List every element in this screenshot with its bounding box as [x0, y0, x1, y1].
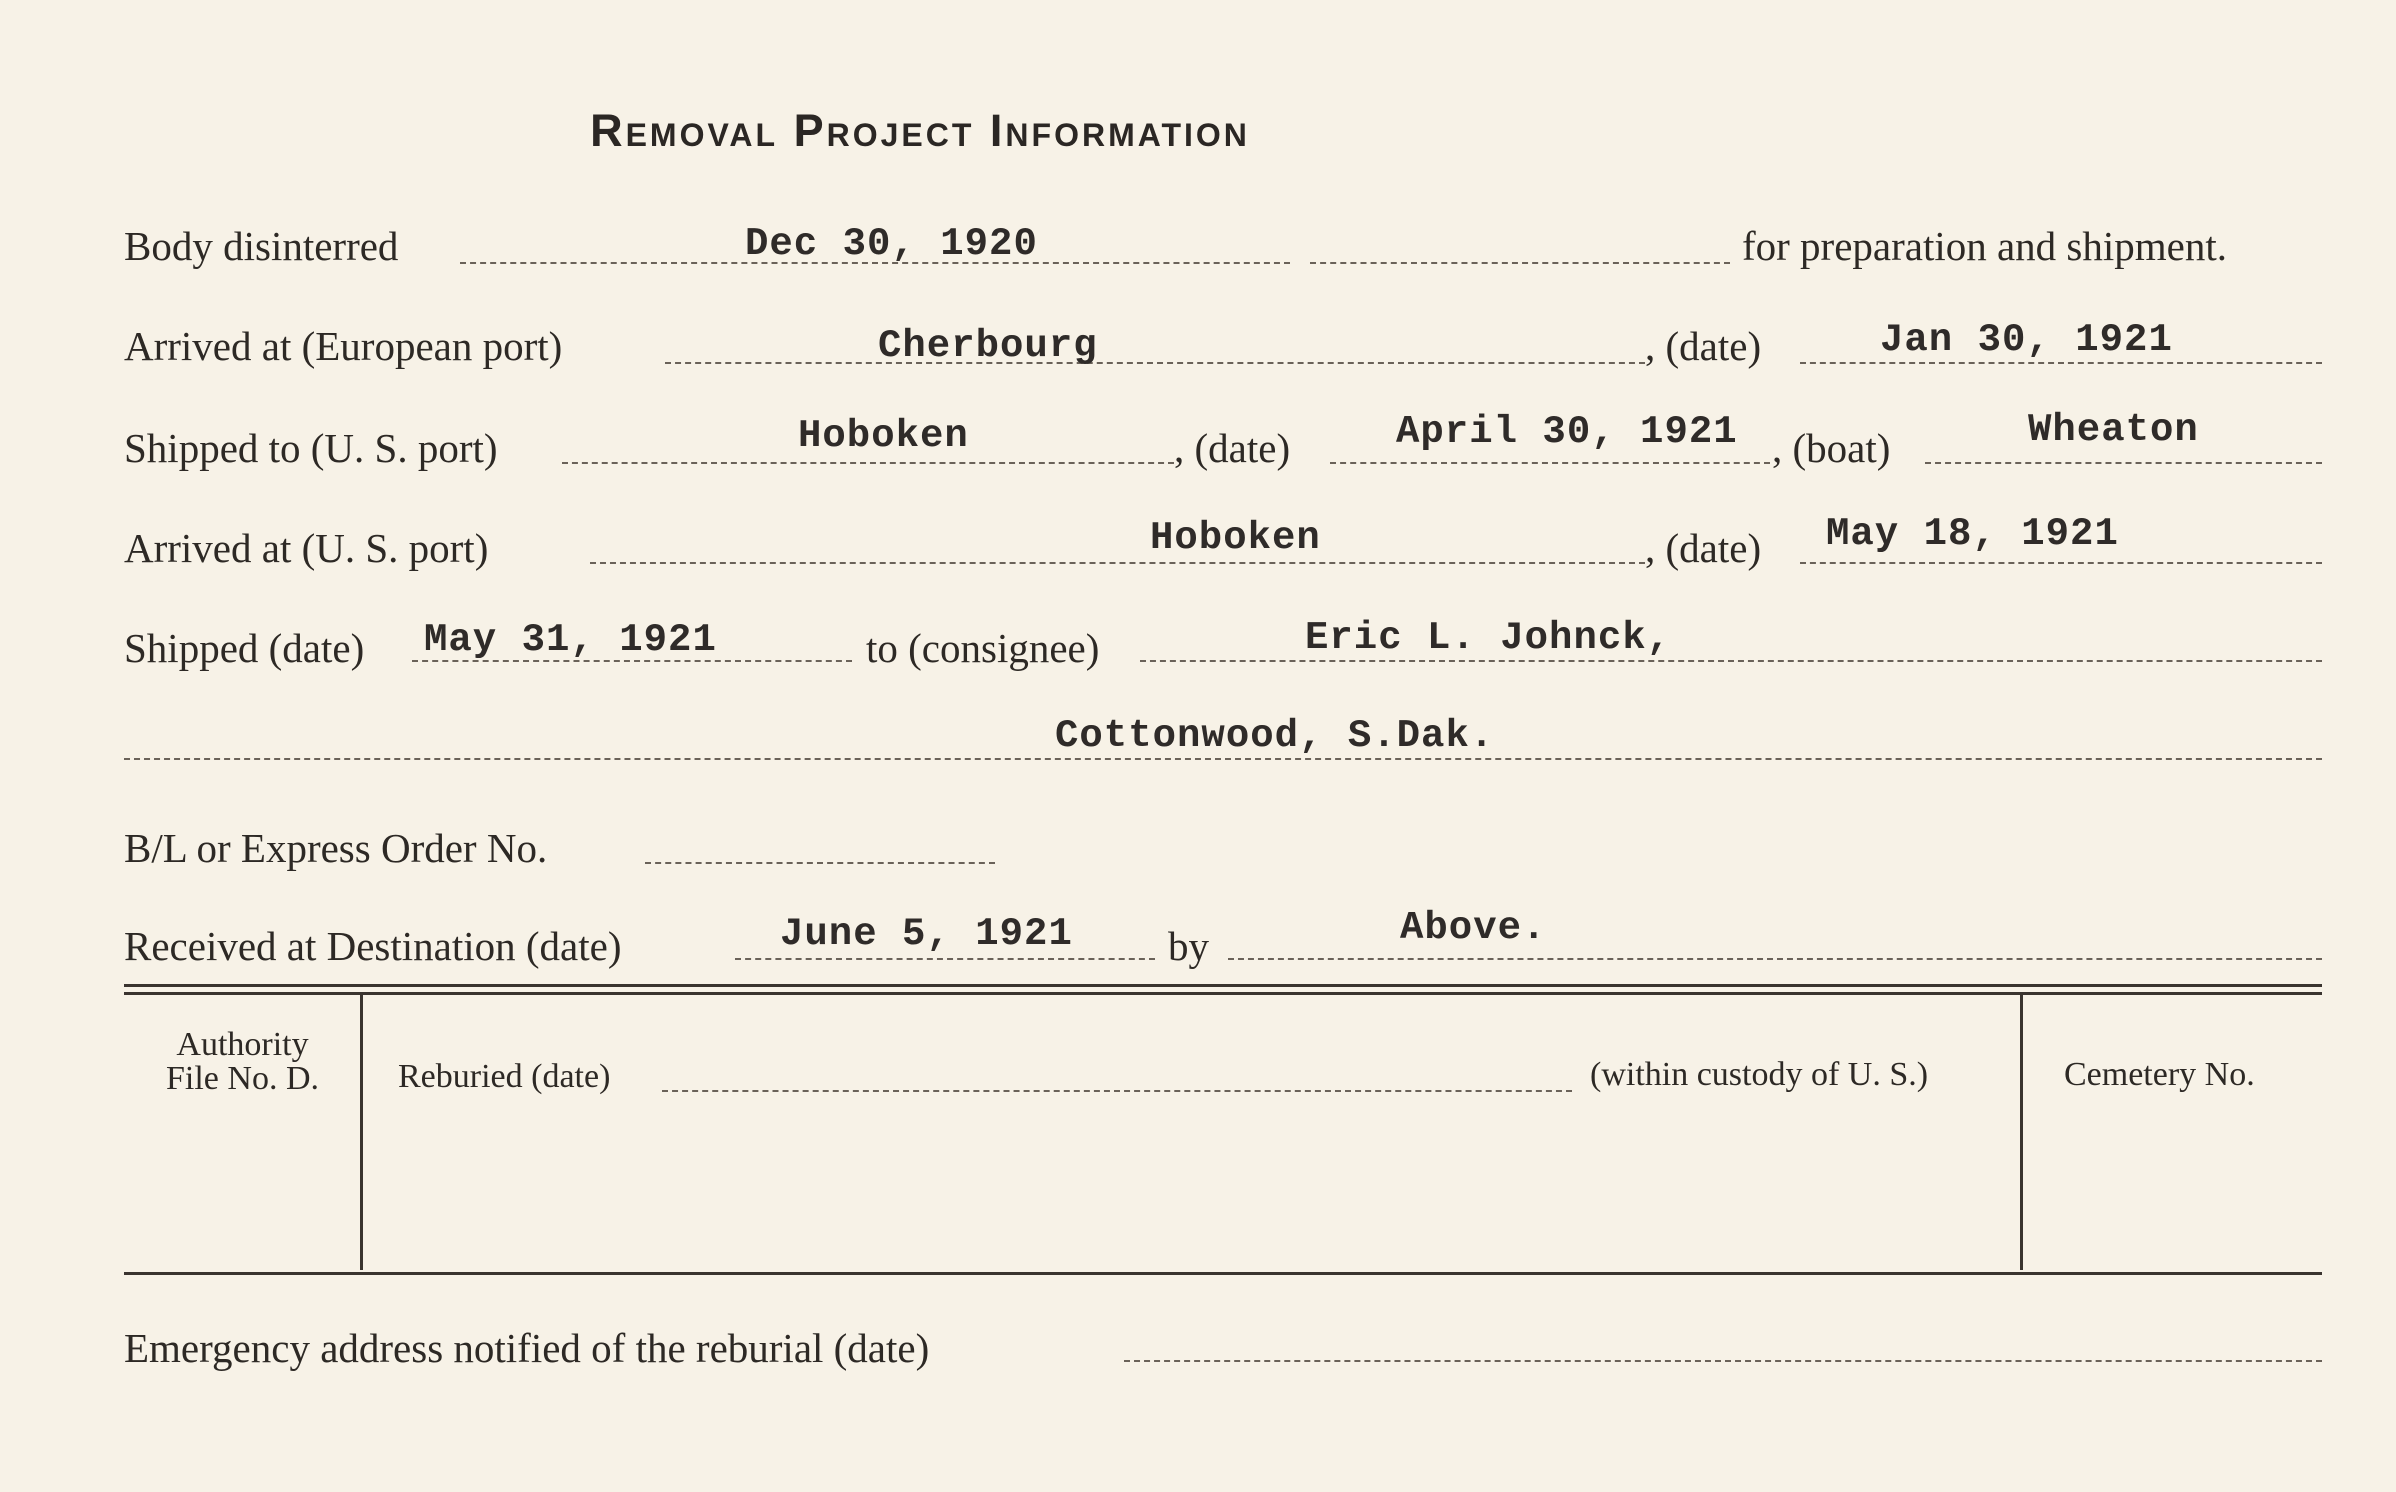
custody-label: (within custody of U. S.) — [1590, 1056, 1929, 1093]
disinterred-value: Dec 30, 1920 — [745, 222, 1038, 266]
shipped-us-line — [562, 462, 1174, 464]
by-value: Above. — [1400, 906, 1547, 950]
consignee-value: Eric L. Johnck, — [1305, 616, 1672, 660]
shipped-date-value-2: May 31, 1921 — [424, 618, 717, 662]
european-date-label: , (date) — [1645, 323, 1762, 369]
arrived-us-label: Arrived at (U. S. port) — [124, 525, 489, 571]
disinterred-line-2 — [1310, 262, 1730, 264]
by-line — [1228, 958, 2322, 960]
arrived-date-label: , (date) — [1645, 525, 1762, 571]
arrived-date-value: May 18, 1921 — [1826, 512, 2119, 556]
consignee-line — [1140, 660, 2322, 662]
disinterred-label: Body disinterred — [124, 223, 399, 269]
boat-line — [1925, 462, 2322, 464]
consignee-label: to (consignee) — [866, 625, 1100, 671]
european-port-value: Cherbourg — [878, 324, 1098, 368]
boat-label: , (boat) — [1772, 425, 1891, 471]
card-title: Removal Project Information — [590, 105, 1250, 156]
arrived-date-line — [1800, 562, 2322, 564]
european-date-value: Jan 30, 1921 — [1880, 318, 2173, 362]
shipped-us-label: Shipped to (U. S. port) — [124, 425, 498, 471]
box-divider-right — [2020, 995, 2023, 1270]
authority-label-1: Authority — [176, 1026, 309, 1063]
shipped-date-value: April 30, 1921 — [1396, 410, 1738, 454]
reburied-line — [662, 1090, 1572, 1092]
european-port-line — [665, 362, 1645, 364]
arrived-us-value: Hoboken — [1150, 516, 1321, 560]
authority-label-2: File No. D. — [166, 1060, 319, 1097]
arrived-us-line — [590, 562, 1645, 564]
double-rule-bottom — [124, 992, 2322, 995]
received-line — [735, 958, 1155, 960]
bl-line — [645, 862, 995, 864]
box-bottom-rule — [124, 1272, 2322, 1275]
shipped-date-label: , (date) — [1174, 425, 1291, 471]
european-port-label: Arrived at (European port) — [124, 323, 563, 369]
double-rule-top — [124, 984, 2322, 987]
emergency-line — [1124, 1360, 2322, 1362]
received-date-value: June 5, 1921 — [780, 912, 1073, 956]
shipped-label: Shipped (date) — [124, 625, 365, 671]
shipped-date-line — [1330, 462, 1770, 464]
emergency-label: Emergency address notified of the reburial (date) — [124, 1325, 930, 1371]
received-label: Received at Destination (date) — [124, 923, 622, 969]
cemetery-label: Cemetery No. — [2064, 1056, 2255, 1093]
box-divider-left — [360, 995, 363, 1270]
reburied-label: Reburied (date) — [398, 1058, 611, 1095]
bl-label: B/L or Express Order No. — [124, 825, 548, 871]
boat-value: Wheaton — [2028, 408, 2199, 452]
european-date-line — [1800, 362, 2322, 364]
disinterred-suffix: for preparation and shipment. — [1742, 223, 2228, 269]
by-label: by — [1168, 923, 1209, 969]
shipped-us-value: Hoboken — [798, 414, 969, 458]
address-value: Cottonwood, S.Dak. — [1055, 714, 1495, 758]
address-line — [124, 758, 2322, 760]
